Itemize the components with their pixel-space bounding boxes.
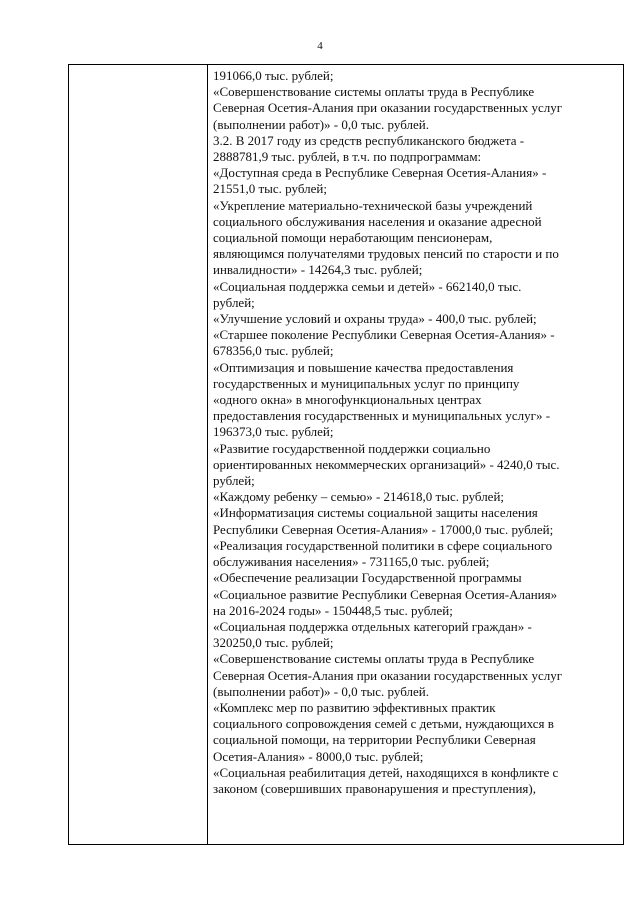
text-line: 2888781,9 тыс. рублей, в т.ч. по подпрограммам:	[213, 149, 482, 165]
text-line: законом (совершивших правонарушения и преступления),	[213, 780, 536, 796]
text-line: (выполнении работ)» - 0,0 тыс. рублей.	[213, 683, 429, 699]
text-line: Осетия-Алания» - 8000,0 тыс. рублей;	[213, 748, 424, 764]
text-line: (выполнении работ)» - 0,0 тыс. рублей.	[213, 116, 429, 132]
text-line: Северная Осетия-Алания при оказании государственных услуг	[213, 667, 563, 683]
text-line: 21551,0 тыс. рублей;	[213, 181, 327, 197]
text-line: «Обеспечение реализации Государственной программы	[213, 570, 522, 586]
text-line: социальной помощи неработающим пенсионерам,	[213, 230, 493, 246]
text-line: 191066,0 тыс. рублей;	[213, 68, 334, 83]
text-line: «Старшее поколение Республики Северная Осетия-Алания» -	[213, 327, 555, 343]
text-line: «Совершенствование системы оплаты труда в Республике	[213, 651, 535, 667]
text-line: «Развитие государственной поддержки социально	[213, 440, 491, 456]
page-number: 4	[317, 40, 323, 52]
text-line: ориентированных некоммерческих организаций» - 4240,0 тыс.	[213, 456, 560, 472]
text-line: Северная Осетия-Алания при оказании государственных услуг	[213, 100, 563, 116]
text-line: Республики Северная Осетия-Алания» - 17000,0 тыс. рублей;	[213, 521, 554, 537]
text-line: 196373,0 тыс. рублей;	[213, 424, 334, 440]
text-line: «одного окна» в многофункциональных центрах	[213, 392, 482, 408]
text-line: «Социальная поддержка отдельных категорий граждан» -	[213, 618, 532, 634]
text-line: «Реализация государственной политики в сфере социального	[213, 537, 553, 553]
text-line: «Информатизация системы социальной защиты населения	[213, 505, 538, 521]
text-line: обслуживания населения» - 731165,0 тыс. рублей;	[213, 554, 490, 570]
text-line: «Комплекс мер по развитию эффективных практик	[213, 699, 496, 715]
text-line: «Доступная среда в Республике Северная Осетия-Алания» -	[213, 165, 547, 181]
text-line: 3.2. В 2017 году из средств республиканского бюджета -	[213, 132, 525, 148]
text-line: 320250,0 тыс. рублей;	[213, 635, 334, 651]
text-line: являющимся получателями трудовых пенсий по старости и по	[213, 246, 559, 262]
text-line: «Каждому ребенку – семью» - 214618,0 тыс. рублей;	[213, 489, 505, 505]
text-line: предоставления государственных и муниципальных услуг» -	[213, 408, 551, 424]
document-table	[68, 64, 624, 845]
text-line: инвалидности» - 14264,3 тыс. рублей;	[213, 262, 423, 278]
text-line: социальной помощи, на территории Республики Северная	[213, 732, 536, 748]
table-right-cell	[208, 65, 623, 844]
text-line: «Социальная реабилитация детей, находящихся в конфликте с	[213, 764, 559, 780]
text-line: социального сопровождения семей с детьми, нуждающихся в	[213, 716, 554, 732]
table-left-cell	[69, 65, 208, 844]
text-line: «Улучшение условий и охраны труда» - 400,0 тыс. рублей;	[213, 311, 537, 327]
text-line: 678356,0 тыс. рублей;	[213, 343, 334, 359]
text-line: государственных и муниципальных услуг по принципу	[213, 375, 520, 391]
text-line: «Социальная поддержка семьи и детей» - 662140,0 тыс.	[213, 278, 522, 294]
text-line: «Оптимизация и повышение качества предоставления	[213, 359, 514, 375]
text-line: рублей;	[213, 294, 255, 310]
text-line: рублей;	[213, 473, 255, 489]
text-line: социального обслуживания населения и оказание адресной	[213, 213, 542, 229]
text-line: на 2016-2024 годы» - 150448,5 тыс. рублей;	[213, 602, 453, 618]
text-line: «Укрепление материально-технической базы учреждений	[213, 197, 533, 213]
text-line: «Социальное развитие Республики Северная Осетия-Алания»	[213, 586, 558, 602]
text-line: «Совершенствование системы оплаты труда в Республике	[213, 84, 535, 100]
